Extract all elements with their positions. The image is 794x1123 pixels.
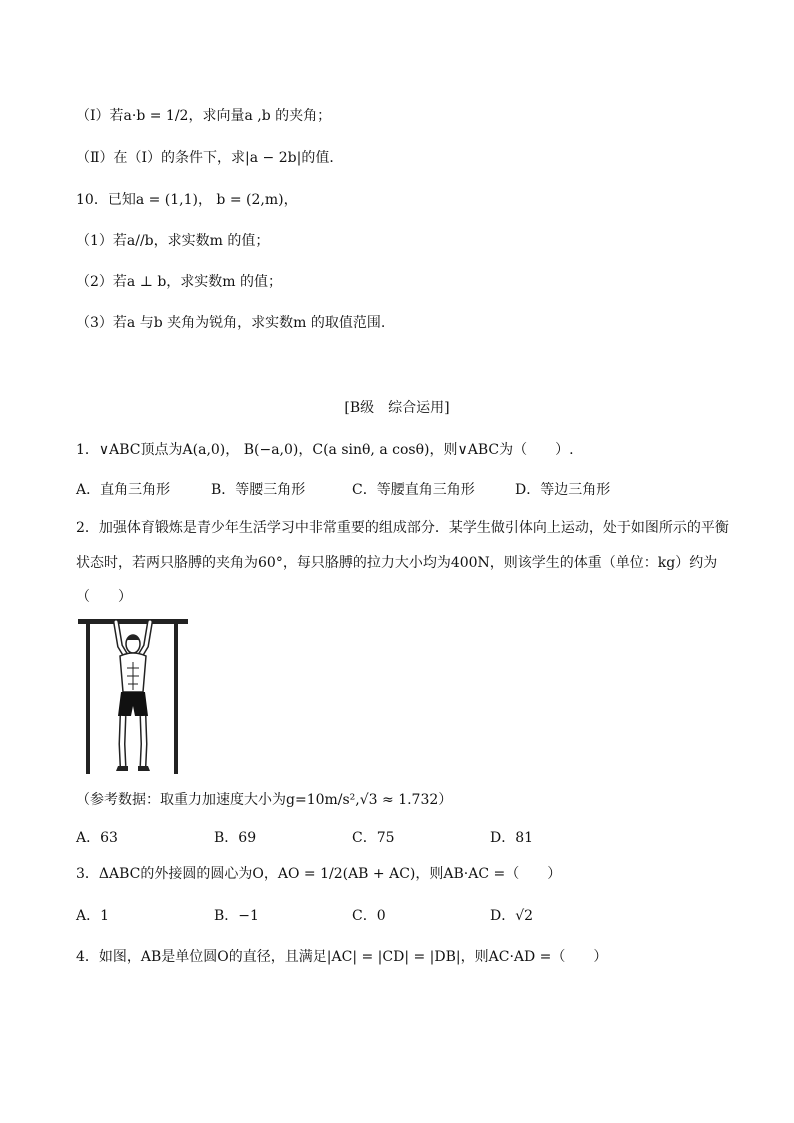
option-a: A．63 [76, 830, 118, 846]
option-c: C．0 [352, 908, 386, 924]
option-d: D．√2 [490, 908, 534, 924]
b1-options [76, 480, 716, 500]
b2-stem-line3: （ ） [76, 589, 132, 605]
b1-stem: 1．∨ABC顶点为A(a,0)， B(−a,0)，C(a sinθ, a cosθ)，则∨ABC为（ ）. [76, 442, 574, 458]
option-b: B．等腰三角形 [211, 482, 306, 498]
pull-up-figure [76, 616, 190, 776]
option-c: C．等腰直角三角形 [352, 482, 475, 498]
option-d: D．等边三角形 [515, 482, 611, 498]
b2-stem-line2: 状态时，若两只胳膊的夹角为60°，每只胳膊的拉力大小均为400N，则该学生的体重（单位：kg）约为 [76, 555, 718, 571]
option-b: B．69 [214, 830, 257, 846]
option-a: A．直角三角形 [76, 482, 171, 498]
option-c: C．75 [352, 830, 395, 846]
option-b: B．−1 [214, 908, 259, 924]
q9-part1: （Ⅰ）若a·b = 1/2，求向量a ,b 的夹角； [76, 108, 332, 124]
q10-part3: （3）若a 与b 夹角为锐角，求实数m 的取值范围. [76, 315, 386, 331]
b2-stem-line1: 2．加强体育锻炼是青少年生活学习中非常重要的组成部分．某学生做引体向上运动，处于如图所示的平衡 [76, 520, 729, 536]
b2-options [76, 828, 716, 848]
q10-part1: （1）若a//b，求实数m 的值； [76, 233, 270, 249]
b4-stem: 4．如图，AB是单位圆O的直径，且满足|AC| = |CD| = |DB|，则AC·AD =（ ） [76, 949, 608, 965]
q10-part2: （2）若a ⊥ b，求实数m 的值； [76, 274, 283, 290]
option-a: A．1 [76, 908, 110, 924]
q9-part2: （Ⅱ）在（Ⅰ）的条件下，求|a − 2b|的值． [76, 150, 344, 166]
b3-stem: 3．ΔABC的外接圆的圆心为O，AO = 1/2(AB + AC)，则AB·AC =（ ） [76, 866, 562, 882]
b3-options [76, 906, 716, 926]
section-heading: [B级 综合运用] [344, 400, 450, 416]
option-d: D．81 [490, 830, 534, 846]
q10-stem: 10．已知a = (1,1)， b = (2,m)， [76, 192, 298, 208]
b2-reference-data: （参考数据：取重力加速度大小为g=10m/s²,√3 ≈ 1.732） [76, 792, 453, 808]
